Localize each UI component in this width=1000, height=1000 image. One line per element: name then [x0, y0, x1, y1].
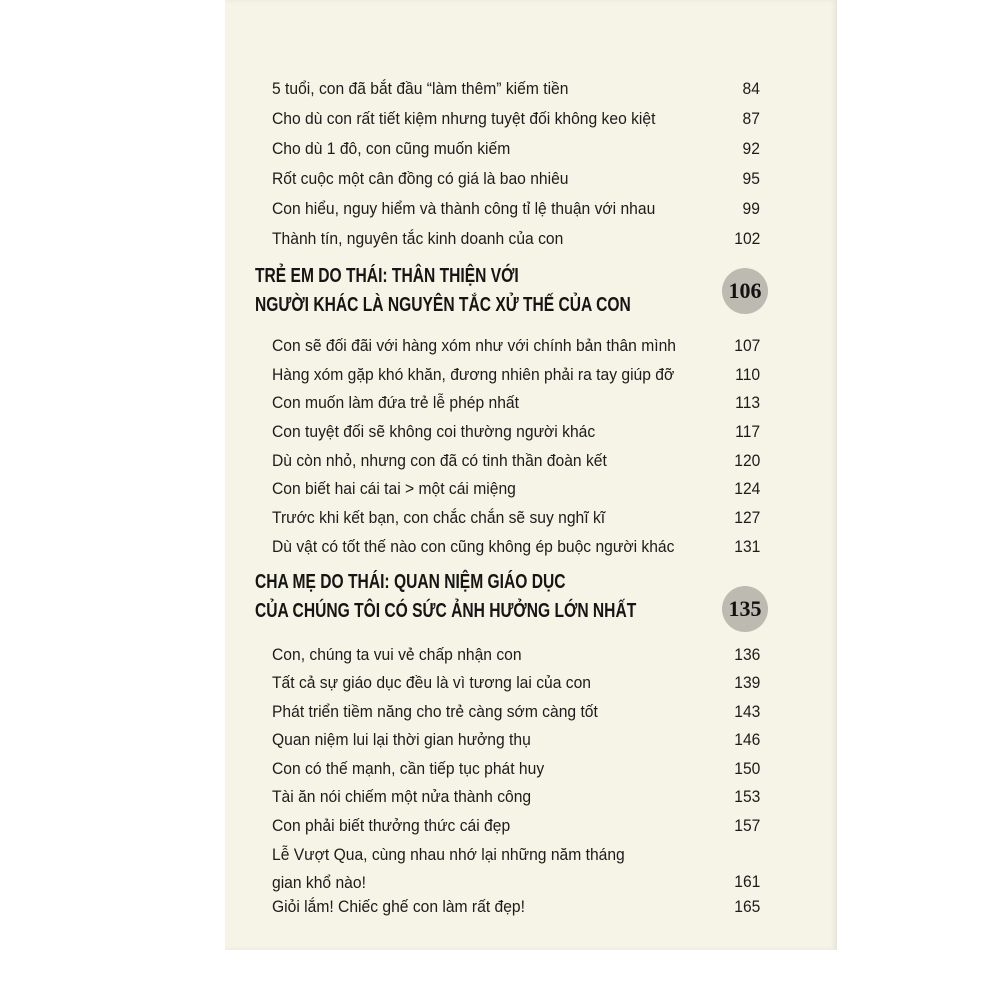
entry-title: Con sẽ đối đãi với hàng xóm như với chính bản thân mình: [272, 336, 676, 355]
entry-title: Thành tín, nguyên tắc kinh doanh của con: [272, 229, 564, 248]
entry-title: Con phải biết thưởng thức cái đẹp: [272, 816, 511, 835]
entry-title: Quan niệm lui lại thời gian hưởng thụ: [272, 730, 531, 749]
toc-entry: [272, 534, 760, 560]
entry-title: Con biết hai cái tai > một cái miệng: [272, 479, 516, 498]
entry-title: Dù vật có tốt thế nào con cũng không ép buộc người khác: [272, 537, 675, 556]
toc-entry: [272, 505, 760, 531]
entry-title: Hàng xóm gặp khó khăn, đương nhiên phải ra tay giúp đỡ: [272, 365, 675, 384]
entry-page: 102: [733, 229, 760, 248]
chapter-title-line2: CỦA CHÚNG TÔI CÓ SỨC ẢNH HƯỞNG LỚN NHẤT: [255, 600, 637, 622]
toc-entry: [272, 390, 760, 416]
toc-entry: [272, 419, 760, 445]
toc-entry: [272, 76, 760, 102]
entry-title: Trước khi kết bạn, con chắc chắn sẽ suy nghĩ kĩ: [272, 508, 606, 527]
entry-page: 92: [742, 139, 760, 158]
entry-title: Con tuyệt đối sẽ không coi thường người khác: [272, 422, 596, 441]
entry-page: 165: [733, 897, 760, 916]
toc-entry: [272, 106, 760, 132]
entry-title: Cho dù 1 đô, con cũng muốn kiếm: [272, 139, 511, 158]
entry-title: Con muốn làm đứa trẻ lễ phép nhất: [272, 393, 519, 412]
entry-title-continued: gian khổ nào!: [272, 873, 366, 892]
entry-title: Con có thế mạnh, cần tiếp tục phát huy: [272, 759, 545, 778]
toc-entry: [272, 448, 760, 474]
entry-page: 127: [733, 508, 760, 527]
entry-page: 131: [733, 537, 760, 556]
entry-title: Con, chúng ta vui vẻ chấp nhận con: [272, 645, 522, 664]
chapter-title-line1: CHA MẸ DO THÁI: QUAN NIỆM GIÁO DỤC: [255, 571, 566, 593]
toc-entry: [272, 727, 760, 753]
toc-entry: [272, 226, 760, 252]
entry-title: Dù còn nhỏ, nhưng con đã có tinh thần đoàn kết: [272, 451, 607, 470]
toc-entry: [272, 670, 760, 696]
toc-entry: [272, 813, 760, 839]
entry-page: 153: [733, 787, 760, 806]
toc-entry: [272, 136, 760, 162]
entry-page: 99: [742, 199, 760, 218]
chapter-heading: [255, 262, 760, 322]
entry-page: 113: [735, 393, 760, 412]
toc-entry: [272, 894, 760, 920]
chapter-page-badge: 135: [722, 586, 768, 632]
entry-page: 84: [742, 79, 760, 98]
entry-page: 95: [742, 169, 760, 188]
entry-page: 161: [733, 872, 760, 891]
entry-page: 143: [733, 702, 760, 721]
entry-title: Cho dù con rất tiết kiệm nhưng tuyệt đối không keo kiệt: [272, 109, 656, 128]
entry-page: 139: [733, 673, 760, 692]
toc-entry: [272, 699, 760, 725]
entry-page: 124: [733, 479, 760, 498]
entry-title: Rốt cuộc một cân đồng có giá là bao nhiêu: [272, 169, 569, 188]
entry-page: 136: [733, 645, 760, 664]
entry-page: 120: [733, 451, 760, 470]
entry-page: 110: [735, 365, 760, 384]
chapter-heading: [255, 568, 760, 628]
entry-title: Con hiểu, nguy hiểm và thành công tỉ lệ thuận với nhau: [272, 199, 656, 218]
entry-page: 107: [733, 336, 760, 355]
book-page: [225, 0, 837, 950]
entry-page: 157: [733, 816, 760, 835]
chapter-page-badge: 106: [722, 268, 768, 314]
entry-title: 5 tuổi, con đã bắt đầu “làm thêm” kiếm tiền: [272, 79, 569, 98]
toc-entry: [272, 642, 760, 668]
toc-entry: [272, 362, 760, 388]
entry-title: Giỏi lắm! Chiếc ghế con làm rất đẹp!: [272, 897, 525, 916]
toc-entry: [272, 756, 760, 782]
toc-entry: [272, 333, 760, 359]
chapter-title-line1: TRẺ EM DO THÁI: THÂN THIỆN VỚI: [255, 265, 519, 287]
toc-entry: [272, 841, 760, 895]
entry-page: 87: [742, 109, 760, 128]
entry-title: Tài ăn nói chiếm một nửa thành công: [272, 787, 532, 806]
entry-page: 146: [733, 730, 760, 749]
entry-page: 150: [733, 759, 760, 778]
entry-title: Lễ Vượt Qua, cùng nhau nhớ lại những năm tháng: [272, 845, 625, 864]
chapter-title-line2: NGƯỜI KHÁC LÀ NGUYÊN TẮC XỬ THẾ CỦA CON: [255, 294, 631, 316]
entry-page: 117: [735, 422, 760, 441]
toc-entry: [272, 196, 760, 222]
toc-entry: [272, 166, 760, 192]
entry-title: Phát triển tiềm năng cho trẻ càng sớm càng tốt: [272, 702, 598, 721]
toc-entry: [272, 476, 760, 502]
entry-title: Tất cả sự giáo dục đều là vì tương lai của con: [272, 673, 591, 692]
toc-entry: [272, 784, 760, 810]
